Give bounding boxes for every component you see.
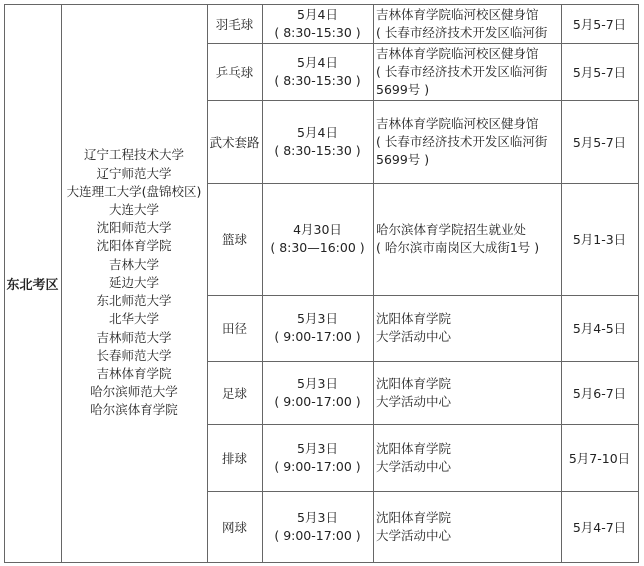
- registration-date-cell: [262, 43, 373, 100]
- registration-time: ( 9:00-17:00 ): [274, 393, 361, 409]
- column-divider: [207, 4, 208, 563]
- school-name: 东北师范大学: [96, 293, 172, 309]
- exam-date-cell: [561, 491, 638, 562]
- row-divider: [207, 424, 639, 425]
- row-divider: [207, 491, 639, 492]
- sport-name: 羽毛球: [215, 16, 254, 32]
- exam-date-cell: [561, 424, 638, 491]
- sport-cell: [207, 361, 262, 424]
- school-name: 辽宁师范大学: [96, 165, 172, 181]
- table-border-bottom: [4, 562, 639, 563]
- registration-date-cell: [262, 295, 373, 361]
- venue-line: 吉林体育学院临河校区健身馆: [376, 6, 539, 22]
- venue-cell: [373, 43, 561, 100]
- venue-line: 哈尔滨体育学院招生就业处: [376, 222, 527, 237]
- school-name: 吉林师范大学: [96, 329, 172, 345]
- venue-line: 5699号 ): [376, 81, 430, 97]
- region-cell: [4, 4, 61, 562]
- venue-line: 沈阳体育学院: [376, 440, 452, 456]
- column-divider: [61, 4, 62, 563]
- table-border-side: [638, 4, 639, 563]
- registration-date-cell: [262, 4, 373, 43]
- registration-date: 5月4日: [297, 54, 338, 70]
- exam-date: 5月5-7日: [572, 134, 627, 150]
- exam-date-cell: [561, 4, 638, 43]
- sport-name: 网球: [221, 519, 247, 535]
- registration-date: 5月3日: [297, 509, 338, 525]
- sport-cell: [207, 491, 262, 562]
- school-name: 长春师范大学: [96, 347, 172, 363]
- venue-line: 沈阳体育学院: [376, 375, 452, 391]
- exam-date-cell: [561, 43, 638, 100]
- school-name: 沈阳体育学院: [96, 238, 172, 254]
- school-name: 辽宁工程技术大学: [83, 147, 184, 163]
- school-name: 延边大学: [108, 274, 159, 290]
- exam-date: 5月1-3日: [572, 232, 627, 247]
- venue-line: 大学活动中心: [376, 329, 452, 344]
- exam-date-cell: [561, 183, 638, 295]
- venue-line: 吉林体育学院临河校区健身馆: [376, 115, 539, 131]
- row-divider: [207, 361, 639, 362]
- venue-line: ( 长春市经济技术开发区临河街: [376, 24, 548, 40]
- venue-cell: [373, 295, 561, 361]
- sport-name: 足球: [221, 385, 247, 401]
- registration-date-cell: [262, 361, 373, 424]
- sport-cell: [207, 183, 262, 295]
- exam-date-cell: [561, 100, 638, 183]
- registration-time: ( 9:00-17:00 ): [274, 527, 361, 543]
- school-name: 吉林大学: [108, 256, 159, 272]
- sport-cell: [207, 43, 262, 100]
- sport-name: 田径: [221, 321, 247, 336]
- column-divider: [561, 4, 562, 563]
- school-name: 大连大学: [108, 202, 159, 218]
- registration-date: 5月3日: [297, 311, 338, 326]
- exam-date: 5月7-10日: [568, 450, 631, 466]
- registration-date: 5月3日: [297, 440, 338, 456]
- sport-cell: [207, 4, 262, 43]
- registration-date: 4月30日: [293, 222, 342, 237]
- column-divider: [373, 4, 374, 563]
- exam-date: 5月4-7日: [572, 519, 627, 535]
- row-divider: [207, 43, 639, 44]
- venue-line: 吉林体育学院临河校区健身馆: [376, 45, 539, 61]
- venue-line: 沈阳体育学院: [376, 509, 452, 525]
- exam-date: 5月4-5日: [572, 321, 627, 336]
- registration-time: ( 8:30-15:30 ): [274, 142, 361, 158]
- sport-cell: [207, 295, 262, 361]
- region-label: 东北考区: [6, 277, 59, 293]
- venue-line: ( 哈尔滨市南岗区大成街1号 ): [376, 240, 540, 255]
- school-name: 北华大学: [108, 311, 159, 327]
- venue-line: 大学活动中心: [376, 393, 452, 409]
- registration-date-cell: [262, 491, 373, 562]
- schools-cell: [61, 4, 207, 562]
- school-name: 吉林体育学院: [96, 365, 172, 381]
- venue-line: ( 长春市经济技术开发区临河街: [376, 63, 548, 79]
- registration-date: 5月4日: [297, 6, 338, 22]
- sport-cell: [207, 424, 262, 491]
- venue-cell: [373, 100, 561, 183]
- sport-name: 排球: [221, 450, 247, 466]
- row-divider: [207, 295, 639, 296]
- venue-line: 沈阳体育学院: [376, 311, 452, 326]
- exam-date: 5月6-7日: [572, 385, 627, 401]
- sport-cell: [207, 100, 262, 183]
- registration-time: ( 8:30—16:00 ): [270, 240, 365, 255]
- registration-date-cell: [262, 424, 373, 491]
- table-border-top: [4, 4, 639, 5]
- school-name: 沈阳师范大学: [96, 220, 172, 236]
- sport-name: 武术套路: [209, 134, 260, 150]
- table-border-side: [4, 4, 5, 563]
- venue-cell: [373, 4, 561, 43]
- column-divider: [262, 4, 263, 563]
- registration-date: 5月4日: [297, 124, 338, 140]
- school-name: 哈尔滨师范大学: [90, 384, 178, 400]
- exam-date: 5月5-7日: [572, 64, 627, 80]
- registration-time: ( 9:00-17:00 ): [274, 458, 361, 474]
- registration-time: ( 8:30-15:30 ): [274, 72, 361, 88]
- registration-time: ( 8:30-15:30 ): [274, 24, 361, 40]
- venue-cell: [373, 491, 561, 562]
- venue-line: 大学活动中心: [376, 527, 452, 543]
- registration-date-cell: [262, 183, 373, 295]
- registration-date: 5月3日: [297, 375, 338, 391]
- sport-name: 篮球: [221, 232, 247, 247]
- venue-cell: [373, 361, 561, 424]
- sport-name: 乒乓球: [215, 64, 254, 80]
- exam-date-cell: [561, 361, 638, 424]
- registration-date-cell: [262, 100, 373, 183]
- exam-date-cell: [561, 295, 638, 361]
- venue-line: 大学活动中心: [376, 458, 452, 474]
- school-name: 大连理工大学(盘锦校区): [66, 183, 202, 199]
- school-name: 哈尔滨体育学院: [90, 402, 178, 418]
- venue-cell: [373, 424, 561, 491]
- venue-line: ( 长春市经济技术开发区临河街: [376, 133, 548, 149]
- exam-date: 5月5-7日: [572, 16, 627, 32]
- row-divider: [207, 100, 639, 101]
- venue-cell: [373, 183, 561, 295]
- registration-time: ( 9:00-17:00 ): [274, 329, 361, 344]
- venue-line: 5699号 ): [376, 151, 430, 167]
- row-divider: [207, 183, 639, 184]
